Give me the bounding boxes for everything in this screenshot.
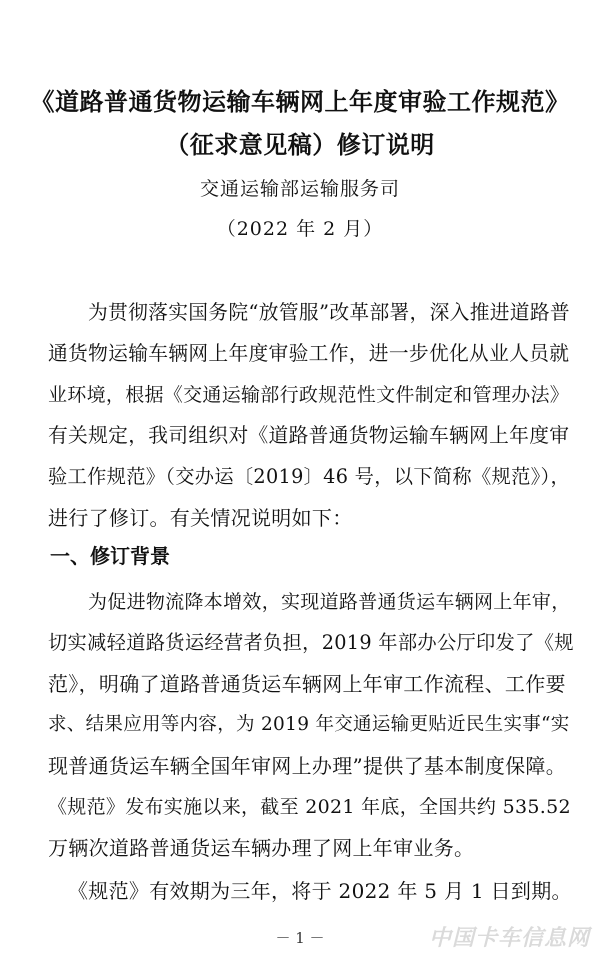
section1-line-2: 切实减轻道路货运经营者负担，2019 年部办公厅印发了《规 — [48, 631, 574, 654]
document-title-line1: 《道路普通货物运输车辆网上年度审验工作规范》 — [30, 88, 570, 116]
intro-line-5: 验工作规范》（交办运〔2019〕46 号，以下简称《规范》）， — [48, 465, 571, 488]
section-heading-background: 一、修订背景 — [50, 544, 170, 568]
section1-line-6: 《规范》发布实施以来，截至 2021 年底，全国共约 535.52 — [48, 796, 571, 818]
intro-line-3: 业环境，根据《交通运输部行政规范性文件制定和管理办法》 — [48, 384, 570, 406]
section1-line-3: 范》，明确了道路普通货运车辆网上年审工作流程、工作要 — [48, 672, 566, 696]
section1-para2: 《规范》有效期为三年，将于 2022 年 5 月 1 日到期。 — [68, 879, 572, 903]
section1-line-7: 万辆次道路普通货运车辆办理了网上年审业务。 — [48, 836, 475, 860]
intro-line-1: 为贯彻落实国务院“放管服”改革部署，深入推进道路普 — [88, 301, 570, 324]
section1-line-1: 为促进物流降本增效，实现道路普通货运车辆网上年审， — [88, 591, 571, 613]
document-title-line2: （征求意见稿）修订说明 — [165, 131, 435, 159]
section1-line-4: 求、结果应用等内容，为 2019 年交通运输更贴近民生实事“实 — [48, 714, 570, 735]
issuing-department: 交通运输部运输服务司 — [199, 178, 400, 200]
document-date: （2022 年 2 月） — [216, 218, 384, 240]
site-watermark: 中国卡车信息网 — [428, 926, 590, 951]
section1-line-5: 现普通货运车辆全国年审网上办理”提供了基本制度保障。 — [48, 754, 567, 778]
intro-line-4: 有关规定，我司组织对《道路普通货物运输车辆网上年度审 — [48, 424, 570, 447]
intro-line-6: 进行了修订。有关情况说明如下： — [48, 506, 353, 530]
page-number: － 1 － — [275, 929, 325, 947]
intro-line-2: 通货物运输车辆网上年度审验工作，进一步优化从业人员就 — [48, 342, 570, 365]
